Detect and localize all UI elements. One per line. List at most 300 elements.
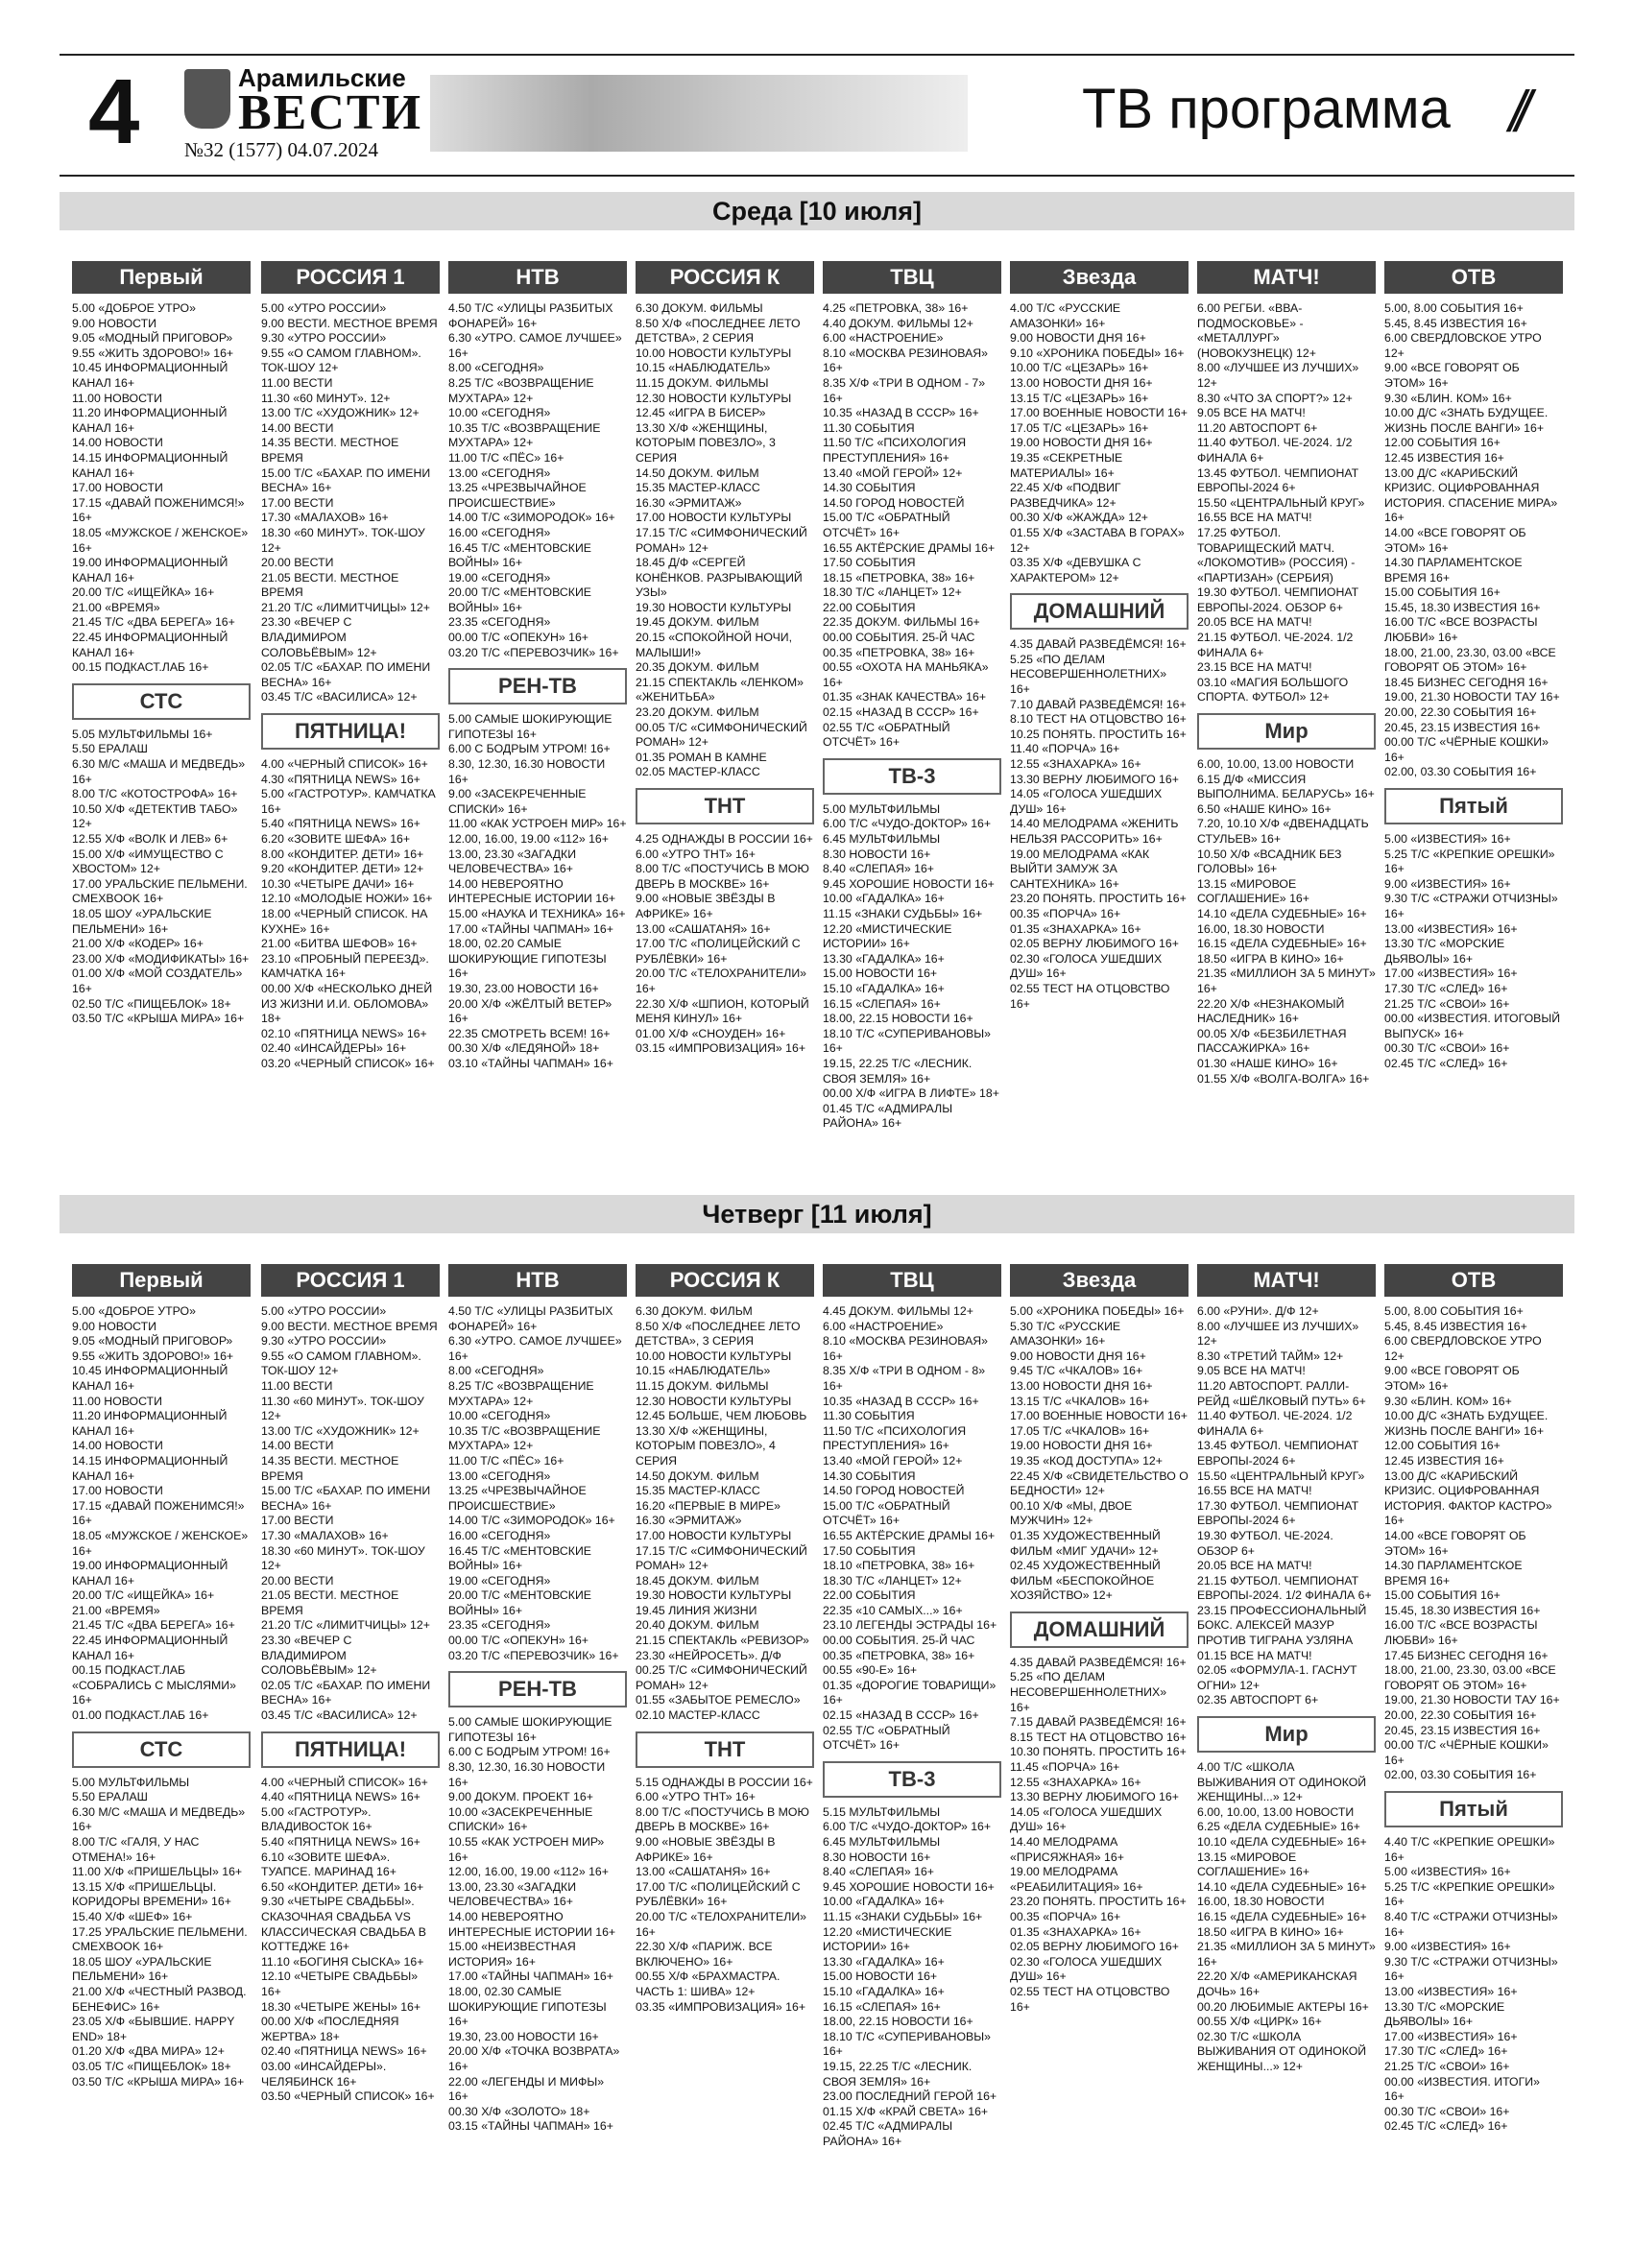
program-item: 13.15 «МИРОВОЕ СОГЛАШЕНИЕ» 16+ bbox=[1197, 1850, 1309, 1879]
program-item: 9.00 «ЗАСЕКРЕЧЕННЫЕ СПИСКИ» 16+ bbox=[448, 787, 587, 816]
schedule-column bbox=[636, 261, 814, 1211]
program-item: 16.15 «СЛЕПАЯ» 16+ bbox=[823, 996, 941, 1011]
program-item: 01.00 Х/Ф «СНОУДЕН» 16+ bbox=[636, 1026, 786, 1040]
channel-block bbox=[1384, 1791, 1563, 2135]
program-item: 20.00 Т/С «ТЕЛОХРАНИТЕЛИ» 16+ bbox=[636, 967, 807, 995]
program-item: 13.15 Т/С «ЧКАЛОВ» 16+ bbox=[1010, 1394, 1150, 1408]
program-item: 19.00, 21.30 НОВОСТИ ТАУ 16+ bbox=[1384, 1693, 1560, 1707]
program-item: 13.30 Х/Ф «ЖЕНЩИНЫ, КОТОРЫМ ПОВЕЗЛО», 4 СЕРИЯ bbox=[636, 1423, 776, 1468]
program-item: 4.25 ОДНАЖДЫ В РОССИИ 16+ bbox=[636, 832, 813, 846]
program-item: 8.30 НОВОСТИ 16+ bbox=[823, 1850, 931, 1864]
program-item: 13.15 Х/Ф «ПРИШЕЛЬЦЫ. КОРИДОРЫ ВРЕМЕНИ» 16+ bbox=[72, 1879, 231, 1909]
program-item: 01.35 «ЗНАХАРКА» 16+ bbox=[1010, 921, 1141, 936]
program-item: 6.00 «РУНИ». Д/Ф 12+ bbox=[1197, 1304, 1319, 1318]
program-item: 13.00 Д/С «КАРИБСКИЙ КРИЗИС. ОЦИФРОВАННАЯ ИСТОРИЯ. ФАКТОР КАСТРО» 16+ bbox=[1384, 1468, 1552, 1528]
program-item: 19.00 «СЕГОДНЯ» bbox=[448, 1573, 551, 1588]
program-item: 5.00 «ИЗВЕСТИЯ» 16+ bbox=[1384, 1865, 1511, 1879]
program-item: 18.00, 22.15 НОВОСТИ 16+ bbox=[823, 1012, 973, 1026]
program-item: 9.30 «УТРО РОССИИ» bbox=[261, 331, 387, 346]
channel-logo: ДОМАШНИЙ bbox=[1010, 1611, 1189, 1648]
program-item: 15.35 МАСТЕР-КЛАСС bbox=[636, 1484, 760, 1498]
program-item: 14.35 ВЕСТИ. МЕСТНОЕ ВРЕМЯ bbox=[261, 436, 399, 465]
program-item: 14.05 «ГОЛОСА УШЕДШИХ ДУШ» 16+ bbox=[1010, 1804, 1163, 1834]
program-item: 21.15 ФУТБОЛ. ЧЕМПИОНАТ ЕВРОПЫ-2024. 1/2 ФИНАЛА 6+ bbox=[1197, 1573, 1372, 1603]
program-item: 18.00, 21.00, 23.30, 03.00 «ВСЕ ГОВОРЯТ ОБ ЭТОМ» 16+ bbox=[1384, 1663, 1556, 1692]
schedule-column bbox=[636, 1264, 814, 2214]
program-item: 00.55 «90-Е» 16+ bbox=[823, 1663, 918, 1678]
program-item: 11.30 «60 МИНУТ». 12+ bbox=[261, 391, 391, 405]
program-item: 5.00 «ДОБРОЕ УТРО» bbox=[72, 301, 196, 315]
program-item: 00.00 Х/Ф «ИГРА В ЛИФТЕ» 18+ bbox=[823, 1086, 999, 1101]
channel-logo: ПЯТНИЦА! bbox=[261, 1731, 440, 1768]
program-item: 10.00 Д/С «ЗНАТЬ БУДУЩЕЕ. ЖИЗНЬ ПОСЛЕ ВАНГИ» 16+ bbox=[1384, 406, 1549, 435]
program-item: 13.15 «МИРОВОЕ СОГЛАШЕНИЕ» 16+ bbox=[1197, 876, 1309, 906]
program-item: 00.30 Х/Ф «ЗОЛОТО» 18+ bbox=[448, 2104, 590, 2118]
channel-logo: РОССИЯ 1 bbox=[261, 261, 440, 294]
program-item: 21.20 Т/С «ЛИМИТЧИЦЫ» 12+ bbox=[261, 1618, 430, 1633]
channel-block bbox=[448, 668, 627, 1071]
program-item: 21.00 «ВРЕМЯ» bbox=[72, 600, 160, 614]
program-item: 8.30, 12.30, 16.30 НОВОСТИ 16+ bbox=[448, 1760, 606, 1789]
program-item: 22.45 ИНФОРМАЦИОННЫЙ КАНАЛ 16+ bbox=[72, 1634, 228, 1662]
section-title: ТВ программа bbox=[1082, 78, 1451, 140]
program-item: 11.00 Т/С «ПЁС» 16+ bbox=[448, 1453, 564, 1468]
program-item: 02.55 ТЕСТ НА ОТЦОВСТВО 16+ bbox=[1010, 1984, 1170, 2014]
program-item: 8.00 «СЕГОДНЯ» bbox=[448, 1364, 544, 1378]
program-item: 4.00 «ЧЕРНЫЙ СПИСОК» 16+ bbox=[261, 757, 428, 772]
program-item: 23.20 ДОКУМ. ФИЛЬМ bbox=[636, 705, 759, 720]
program-item: 18.05 ШОУ «УРАЛЬСКИЕ ПЕЛЬМЕНИ» 16+ bbox=[72, 906, 212, 936]
channel-block bbox=[1010, 261, 1189, 585]
program-item: 7.15 ДАВАЙ РАЗВЕДЁМСЯ! 16+ bbox=[1010, 1715, 1187, 1730]
program-item: 23.10 «ПРОБНЫЙ ПЕРЕЕЗД». КАМЧАТКА 16+ bbox=[261, 951, 429, 981]
channel-block bbox=[72, 261, 251, 676]
program-item: 17.00 ВЕСТИ bbox=[261, 495, 334, 510]
program-item: 11.50 Т/С «ПСИХОЛОГИЯ ПРЕСТУПЛЕНИЯ» 16+ bbox=[823, 436, 967, 465]
channel-block bbox=[1197, 261, 1376, 705]
schedule-column bbox=[448, 261, 627, 1211]
program-item: 00.00 Т/С «ЧЁРНЫЕ КОШКИ» 16+ bbox=[1384, 735, 1549, 764]
program-item: 9.45 Т/С «ЧКАЛОВ» 16+ bbox=[1010, 1364, 1143, 1378]
program-item: 20.05 ВСЕ НА МАТЧ! bbox=[1197, 1559, 1312, 1573]
program-item: 01.15 Х/Ф «КРАЙ СВЕТА» 16+ bbox=[823, 2104, 989, 2118]
program-item: 13.25 «ЧРЕЗВЫЧАЙНОЕ ПРОИСШЕСТВИЕ» bbox=[448, 1484, 587, 1513]
program-item: 21.15 СПЕКТАКЛЬ «ЛЕНКОМ» «ЖЕНИТЬБА» bbox=[636, 675, 804, 704]
program-item: 14.50 ДОКУМ. ФИЛЬМ bbox=[636, 466, 759, 480]
program-item: 13.30 «ГАДАЛКА» 16+ bbox=[823, 1954, 945, 1969]
program-item: 02.55 Т/С «ОБРАТНЫЙ ОТСЧЁТ» 16+ bbox=[823, 720, 950, 750]
program-item: 03.35 Х/Ф «ДЕВУШКА С ХАРАКТЕРОМ» 12+ bbox=[1010, 556, 1141, 585]
program-item: 22.45 ИНФОРМАЦИОННЫЙ КАНАЛ 16+ bbox=[72, 631, 228, 659]
schedule-column bbox=[261, 261, 440, 1211]
program-item: 02.45 Т/С «СЛЕД» 16+ bbox=[1384, 2119, 1508, 2134]
channel-block bbox=[448, 1264, 627, 1663]
program-item: 03.10 «МАГИЯ БОЛЬШОГО СПОРТА. ФУТБОЛ» 12+ bbox=[1197, 675, 1349, 704]
program-item: 12.10 «МОЛОДЫЕ НОЖИ» 16+ bbox=[261, 892, 433, 906]
channel-logo: ТВ-3 bbox=[823, 758, 1001, 795]
program-item: 21.20 Т/С «ЛИМИТЧИЦЫ» 12+ bbox=[261, 600, 430, 614]
program-item: 21.05 ВЕСТИ. МЕСТНОЕ ВРЕМЯ bbox=[261, 1588, 399, 1617]
issue-number: №32 (1577) 04.07.2024 bbox=[184, 138, 379, 161]
program-item: 02.15 «НАЗАД В СССР» 16+ bbox=[823, 705, 979, 720]
program-item: 14.10 «ДЕЛА СУДЕБНЫЕ» 16+ bbox=[1197, 1879, 1367, 1894]
program-item: 17.00 «ИЗВЕСТИЯ» 16+ bbox=[1384, 2029, 1518, 2043]
program-item: 15.35 МАСТЕР-КЛАСС bbox=[636, 481, 760, 495]
program-item: 17.00 УРАЛЬСКИЕ ПЕЛЬМЕНИ. СМЕХBOOK 16+ bbox=[72, 876, 248, 906]
program-item: 16.20 «ПЕРВЫЕ В МИРЕ» bbox=[636, 1498, 780, 1513]
channel-block bbox=[261, 1731, 440, 2105]
program-item: 18.00 «ЧЕРНЫЙ СПИСОК. НА КУХНЕ» 16+ bbox=[261, 906, 428, 936]
program-item: 8.15 ТЕСТ НА ОТЦОВСТВО 16+ bbox=[1010, 1730, 1187, 1744]
program-item: 10.00 «ЗАСЕКРЕЧЕННЫЕ СПИСКИ» 16+ bbox=[448, 1804, 593, 1834]
channel-logo: ТВ-3 bbox=[823, 1761, 1001, 1798]
program-item: 5.45, 8.45 ИЗВЕСТИЯ 16+ bbox=[1384, 1319, 1527, 1333]
program-item: 11.30 «60 МИНУТ». ТОК-ШОУ 12+ bbox=[261, 1394, 424, 1423]
program-item: 6.00 «УТРО ТНТ» 16+ bbox=[636, 1790, 756, 1804]
program-item: 19.00 НОВОСТИ ДНЯ 16+ bbox=[1010, 436, 1153, 450]
program-item: 14.00 «ВСЕ ГОВОРЯТ ОБ ЭТОМ» 16+ bbox=[1384, 525, 1526, 555]
program-item: 17.00 «ТАЙНЫ ЧАПМАН» 16+ bbox=[448, 1970, 613, 1984]
program-item: 16.00 Т/С «ВСЕ ВОЗРАСТЫ ЛЮБВИ» 16+ bbox=[1384, 615, 1538, 645]
slashes-decoration: // bbox=[1509, 80, 1523, 144]
program-item: 02.45 Т/С «АДМИРАЛЫ РАЙОНА» 16+ bbox=[823, 2119, 953, 2148]
program-item: 21.45 Т/С «ДВА БЕРЕГА» 16+ bbox=[72, 1618, 235, 1633]
program-item: 11.00 ВЕСТИ bbox=[261, 1378, 333, 1393]
program-item: 10.15 «НАБЛЮДАТЕЛЬ» bbox=[636, 361, 771, 375]
program-item: 14.40 МЕЛОДРАМА «ЖЕНИТЬ НЕЛЬЗЯ РАССОРИТЬ» 16+ bbox=[1010, 817, 1179, 846]
program-item: 13.00 НОВОСТИ ДНЯ 16+ bbox=[1010, 375, 1153, 390]
program-item: 00.30 Х/Ф «ЖАЖДА» 12+ bbox=[1010, 511, 1148, 525]
program-item: 19.45 ЛИНИЯ ЖИЗНИ bbox=[636, 1603, 757, 1617]
program-item: 15.00 Х/Ф «ИМУЩЕСТВО С ХВОСТОМ» 12+ bbox=[72, 847, 224, 876]
program-item: 9.30 «УТРО РОССИИ» bbox=[261, 1334, 387, 1349]
channel-logo: Звезда bbox=[1010, 261, 1189, 294]
channel-block bbox=[448, 261, 627, 660]
program-item: 5.25 «ПО ДЕЛАМ НЕСОВЕРШЕННОЛЕТНИХ» 16+ bbox=[1010, 652, 1167, 697]
program-item: 19.00 «СЕГОДНЯ» bbox=[448, 570, 551, 585]
program-item: 23.30 «ВЕЧЕР С ВЛАДИМИРОМ СОЛОВЬЁВЫМ» 12+ bbox=[261, 615, 377, 659]
program-item: 16.00 Т/С «ВСЕ ВОЗРАСТЫ ЛЮБВИ» 16+ bbox=[1384, 1618, 1538, 1648]
program-item: 01.30 «НАШЕ КИНО» 16+ bbox=[1197, 1056, 1338, 1070]
program-item: 14.10 «ДЕЛА СУДЕБНЫЕ» 16+ bbox=[1197, 906, 1367, 920]
program-item: 7.10 ДАВАЙ РАЗВЕДЁМСЯ! 16+ bbox=[1010, 697, 1187, 711]
program-item: 20.00, 22.30 СОБЫТИЯ 16+ bbox=[1384, 1708, 1537, 1723]
program-item: 17.00 НОВОСТИ bbox=[72, 481, 163, 495]
program-item: 21.15 ФУТБОЛ. ЧЕ-2024. 1/2 ФИНАЛА 6+ bbox=[1197, 631, 1354, 659]
program-item: 5.25 Т/С «КРЕПКИЕ ОРЕШКИ» 16+ bbox=[1384, 1879, 1555, 1909]
program-item: 5.00 «ХРОНИКА ПОБЕДЫ» 16+ bbox=[1010, 1304, 1185, 1318]
program-item: 10.15 «НАБЛЮДАТЕЛЬ» bbox=[636, 1364, 771, 1378]
program-item: 13.30 ВЕРНУ ЛЮБИМОГО 16+ bbox=[1010, 772, 1179, 786]
program-item: 12.30 НОВОСТИ КУЛЬТУРЫ bbox=[636, 391, 792, 405]
program-item: 14.15 ИНФОРМАЦИОННЫЙ КАНАЛ 16+ bbox=[72, 450, 228, 480]
program-item: 11.15 ДОКУМ. ФИЛЬМЫ bbox=[636, 1378, 769, 1393]
program-item: 23.20 ПОНЯТЬ. ПРОСТИТЬ 16+ bbox=[1010, 1895, 1187, 1909]
program-item: 00.00 «ИЗВЕСТИЯ. ИТОГИ» 16+ bbox=[1384, 2074, 1540, 2104]
program-item: 9.30 «БЛИН. КОМ» 16+ bbox=[1384, 391, 1512, 405]
program-item: 17.00 НОВОСТИ bbox=[72, 1484, 163, 1498]
program-item: 4.40 «ПЯТНИЦА NEWS» 16+ bbox=[261, 1790, 420, 1804]
program-item: 14.00 НЕВЕРОЯТНО ИНТЕРЕСНЫЕ ИСТОРИИ 16+ bbox=[448, 876, 616, 906]
program-item: 22.35 ДОКУМ. ФИЛЬМЫ 16+ bbox=[823, 615, 980, 630]
program-item: 14.50 ГОРОД НОВОСТЕЙ bbox=[823, 495, 965, 510]
program-item: 12.20 «МИСТИЧЕСКИЕ ИСТОРИИ» 16+ bbox=[823, 921, 952, 951]
program-item: 18.30 «ЧЕТЫРЕ ЖЕНЫ» 16+ bbox=[261, 1999, 421, 2014]
day-header: Среда [10 июля] bbox=[60, 192, 1574, 230]
program-item: 8.30 «ТРЕТИЙ ТАЙМ» 12+ bbox=[1197, 1349, 1344, 1363]
channel-logo: Пятый bbox=[1384, 1791, 1563, 1827]
channel-block bbox=[261, 713, 440, 1071]
program-item: 11.30 СОБЫТИЯ bbox=[823, 1409, 915, 1423]
program-item: 15.50 «ЦЕНТРАЛЬНЫЙ КРУГ» bbox=[1197, 495, 1365, 510]
program-item: 01.00 ПОДКАСТ.ЛАБ 16+ bbox=[72, 1708, 209, 1723]
program-item: 9.05 ВСЕ НА МАТЧ! bbox=[1197, 1364, 1306, 1378]
program-item: 01.45 Т/С «АДМИРАЛЫ РАЙОНА» 16+ bbox=[823, 1101, 953, 1131]
program-item: 9.00 «ИЗВЕСТИЯ» 16+ bbox=[1384, 876, 1511, 891]
program-item: 00.55 «ОХОТА НА МАНЬЯКА» 16+ bbox=[823, 660, 989, 689]
program-item: 00.00 СОБЫТИЯ. 25-Й ЧАС bbox=[823, 631, 975, 645]
program-item: 21.25 Т/С «СВОИ» 16+ bbox=[1384, 2059, 1510, 2073]
program-item: 18.05 «МУЖСКОЕ / ЖЕНСКОЕ» 16+ bbox=[72, 1528, 249, 1558]
program-item: 9.00 НОВОСТИ bbox=[72, 1319, 156, 1333]
program-item: 19.30, 23.00 НОВОСТИ 16+ bbox=[448, 981, 599, 995]
program-item: 12.45 «ИГРА В БИСЕР» bbox=[636, 406, 766, 420]
program-item: 17.30 Т/С «СЛЕД» 16+ bbox=[1384, 2044, 1508, 2059]
program-item: 19.00 ИНФОРМАЦИОННЫЙ КАНАЛ 16+ bbox=[72, 1559, 228, 1588]
program-item: 02.40 «ПЯТНИЦА NEWS» 16+ bbox=[261, 2044, 427, 2059]
program-item: 16.15 «ДЕЛА СУДЕБНЫЕ» 16+ bbox=[1197, 937, 1367, 951]
program-item: 03.45 Т/С «ВАСИЛИСА» 12+ bbox=[261, 1708, 418, 1723]
program-item: 9.55 «ЖИТЬ ЗДОРОВО!» 16+ bbox=[72, 1349, 234, 1363]
program-item: 13.00, 23.30 «ЗАГАДКИ ЧЕЛОВЕЧЕСТВА» 16+ bbox=[448, 847, 577, 876]
program-item: 5.00 МУЛЬТФИЛЬМЫ bbox=[72, 1775, 190, 1789]
program-item: 4.35 ДАВАЙ РАЗВЕДЁМСЯ! 16+ bbox=[1010, 1655, 1187, 1669]
program-item: 18.00, 02.20 САМЫЕ ШОКИРУЮЩИЕ ГИПОТЕЗЫ 16+ bbox=[448, 937, 607, 981]
program-item: 19.00 МЕЛОДРАМА «КАК ВЫЙТИ ЗАМУЖ ЗА САНТЕХНИКА» 16+ bbox=[1010, 847, 1150, 891]
program-item: 11.00 НОВОСТИ bbox=[72, 1394, 162, 1408]
channel-logo: Звезда bbox=[1010, 1264, 1189, 1297]
channel-block bbox=[1384, 788, 1563, 1072]
program-item: 00.55 Х/Ф «ЦИРК» 16+ bbox=[1197, 2015, 1322, 2029]
program-item: 4.35 ДАВАЙ РАЗВЕДЁМСЯ! 16+ bbox=[1010, 637, 1187, 652]
channel-logo: Мир bbox=[1197, 1716, 1376, 1753]
program-item: 17.25 ФУТБОЛ. ТОВАРИЩЕСКИЙ МАТЧ. «ЛОКОМОТИВ» (РОССИЯ) - «ПАРТИЗАН» (СЕРБИЯ) bbox=[1197, 525, 1356, 585]
program-item: 4.00 «ЧЕРНЫЙ СПИСОК» 16+ bbox=[261, 1775, 428, 1789]
program-item: 02.05 Т/С «БАХАР. ПО ИМЕНИ ВЕСНА» 16+ bbox=[261, 1678, 431, 1707]
program-item: 02.10 «ПЯТНИЦА NEWS» 16+ bbox=[261, 1026, 427, 1040]
program-item: 9.00 «ВСЕ ГОВОРЯТ ОБ ЭТОМ» 16+ bbox=[1384, 1364, 1520, 1393]
program-item: 03.20 Т/С «ПЕРЕВОЗЧИК» 16+ bbox=[448, 645, 619, 659]
program-item: 22.30 Х/Ф «ШПИОН, КОТОРЫЙ МЕНЯ КИНУЛ» 16+ bbox=[636, 996, 809, 1026]
program-item: 6.25 «ДЕЛА СУДЕБНЫЕ» 16+ bbox=[1197, 1820, 1360, 1834]
program-item: 20.35 ДОКУМ. ФИЛЬМ bbox=[636, 660, 759, 675]
program-item: 17.30 Т/С «СЛЕД» 16+ bbox=[1384, 981, 1508, 995]
program-item: 4.00 Т/С «ШКОЛА ВЫЖИВАНИЯ ОТ ОДИНОКОЙ ЖЕНЩИНЫ...» 12+ bbox=[1197, 1760, 1367, 1804]
program-item: 18.00, 21.00, 23.30, 03.00 «ВСЕ ГОВОРЯТ ОБ ЭТОМ» 16+ bbox=[1384, 645, 1556, 675]
program-item: 18.15 «ПЕТРОВКА, 38» 16+ bbox=[823, 570, 975, 585]
program-item: 02.30 «ГОЛОСА УШЕДШИХ ДУШ» 16+ bbox=[1010, 1954, 1163, 1984]
program-item: 20.15 «СПОКОЙНОЙ НОЧИ, МАЛЫШИ!» bbox=[636, 631, 793, 659]
program-item: 20.00 Х/Ф «ЖЁЛТЫЙ ВЕТЕР» 16+ bbox=[448, 996, 612, 1026]
program-item: 18.05 «МУЖСКОЕ / ЖЕНСКОЕ» 16+ bbox=[72, 525, 249, 555]
program-item: 23.10 ЛЕГЕНДЫ ЭСТРАДЫ 16+ bbox=[823, 1618, 997, 1633]
program-item: 10.35 «НАЗАД В СССР» 16+ bbox=[823, 406, 979, 420]
program-item: 9.10 «ХРОНИКА ПОБЕДЫ» 16+ bbox=[1010, 346, 1185, 360]
program-item: 17.00 Т/С «ПОЛИЦЕЙСКИЙ С РУБЛЁВКИ» 16+ bbox=[636, 937, 801, 966]
program-item: 5.30 Т/С «РУССКИЕ АМАЗОНКИ» 16+ bbox=[1010, 1319, 1121, 1349]
program-item: 01.20 Х/Ф «ДВА МИРА» 12+ bbox=[72, 2044, 225, 2059]
page-number: 4 bbox=[88, 60, 140, 163]
program-item: 10.00 «СЕГОДНЯ» bbox=[448, 1409, 551, 1423]
program-item: 19.35 «СЕКРЕТНЫЕ МАТЕРИАЛЫ» 16+ bbox=[1010, 450, 1123, 480]
program-item: 21.45 Т/С «ДВА БЕРЕГА» 16+ bbox=[72, 615, 235, 630]
program-item: 14.50 ГОРОД НОВОСТЕЙ bbox=[823, 1484, 965, 1498]
program-item: 13.00 Д/С «КАРИБСКИЙ КРИЗИС. ОЦИФРОВАННАЯ ИСТОРИЯ. СПАСЕНИЕ МИРА» 16+ bbox=[1384, 466, 1558, 525]
program-item: 14.30 СОБЫТИЯ bbox=[823, 481, 916, 495]
program-item: 03.15 «ИМПРОВИЗАЦИЯ» 16+ bbox=[636, 1041, 806, 1056]
program-item: 6.45 МУЛЬТФИЛЬМЫ bbox=[823, 832, 941, 846]
program-item: 20.00 ВЕСТИ bbox=[261, 1573, 334, 1588]
program-item: 5.00 «ИЗВЕСТИЯ» 16+ bbox=[1384, 832, 1511, 846]
program-item: 00.00 Т/С «ОПЕКУН» 16+ bbox=[448, 1634, 588, 1648]
program-item: 18.10 «ПЕТРОВКА, 38» 16+ bbox=[823, 1559, 975, 1573]
channel-logo: ТВЦ bbox=[823, 261, 1001, 294]
program-item: 13.00 «СЕГОДНЯ» bbox=[448, 466, 551, 480]
program-item: 6.30 М/С «МАША И МЕДВЕДЬ» 16+ bbox=[72, 1804, 246, 1834]
program-item: 03.50 Т/С «КРЫША МИРА» 16+ bbox=[72, 1012, 245, 1026]
program-item: 5.00, 8.00 СОБЫТИЯ 16+ bbox=[1384, 301, 1524, 315]
program-item: 02.05 Т/С «БАХАР. ПО ИМЕНИ ВЕСНА» 16+ bbox=[261, 660, 431, 689]
channel-block bbox=[448, 1671, 627, 2135]
program-item: 8.40 «СЛЕПАЯ» 16+ bbox=[823, 1865, 934, 1879]
program-item: 14.00 НОВОСТИ bbox=[72, 1439, 163, 1453]
program-item: 00.00 Т/С «ЧЁРНЫЕ КОШКИ» 16+ bbox=[1384, 1738, 1549, 1767]
program-item: 23.30 «НЕЙРОСЕТЬ». Д/Ф bbox=[636, 1648, 781, 1662]
brand-top: Арамильские bbox=[238, 63, 406, 92]
program-item: 00.35 «ПЕТРОВКА, 38» 16+ bbox=[823, 1648, 975, 1662]
program-item: 9.30 «БЛИН. КОМ» 16+ bbox=[1384, 1394, 1512, 1408]
program-item: 18.45 Д/Ф «СЕРГЕЙ КОНЁНКОВ. РАЗРЫВАЮЩИЙ УЗЫ» bbox=[636, 556, 803, 600]
program-item: 13.45 ФУТБОЛ. ЧЕМПИОНАТ ЕВРОПЫ-2024 6+ bbox=[1197, 1439, 1359, 1468]
channel-logo: НТВ bbox=[448, 261, 627, 294]
program-item: 8.40 Т/С «СТРАЖИ ОТЧИЗНЫ» 16+ bbox=[1384, 1909, 1558, 1939]
program-item: 17.30 ФУТБОЛ. ЧЕМПИОНАТ ЕВРОПЫ-2024 6+ bbox=[1197, 1498, 1359, 1528]
program-item: 20.00, 22.30 СОБЫТИЯ 16+ bbox=[1384, 705, 1537, 720]
program-item: 10.10 «ДЕЛА СУДЕБНЫЕ» 16+ bbox=[1197, 1835, 1367, 1849]
program-item: 00.35 «ПОРЧА» 16+ bbox=[1010, 906, 1121, 920]
program-item: 9.00 НОВОСТИ bbox=[72, 316, 156, 330]
program-item: 19.00, 21.30 НОВОСТИ ТАУ 16+ bbox=[1384, 690, 1560, 704]
program-item: 22.45 Х/Ф «ПОДВИГ РАЗВЕДЧИКА» 12+ bbox=[1010, 481, 1121, 510]
channel-block bbox=[72, 683, 251, 1027]
schedule-column bbox=[448, 1264, 627, 2214]
program-item: 03.35 «ИМПРОВИЗАЦИЯ» 16+ bbox=[636, 1999, 806, 2014]
channel-logo: ТВЦ bbox=[823, 1264, 1001, 1297]
program-item: 17.05 Т/С «ЧКАЛОВ» 16+ bbox=[1010, 1423, 1150, 1438]
program-item: 16.55 АКТЁРСКИЕ ДРАМЫ 16+ bbox=[823, 540, 996, 555]
program-item: 11.50 Т/С «ПСИХОЛОГИЯ ПРЕСТУПЛЕНИЯ» 16+ bbox=[823, 1423, 967, 1453]
program-item: 02.05 «ФОРМУЛА-1. ГАСНУТ ОГНИ» 12+ bbox=[1197, 1663, 1357, 1692]
program-item: 01.35 «ДОРОГИЕ ТОВАРИЩИ» 16+ bbox=[823, 1678, 997, 1707]
schedule-column bbox=[1384, 1264, 1563, 2214]
program-item: 6.30 «УТРО. САМОЕ ЛУЧШЕЕ» 16+ bbox=[448, 1334, 622, 1363]
program-item: 15.40 Х/Ф «ШЕФ» 16+ bbox=[72, 1909, 193, 1923]
program-item: 23.15 ПРОФЕССИОНАЛЬНЫЙ БОКС. АЛЕКСЕЙ МАЗУР ПРОТИВ ТИГРАНА УЗЛЯНА bbox=[1197, 1603, 1367, 1648]
channel-block bbox=[636, 788, 814, 1057]
program-item: 17.05 Т/С «ЦЕЗАРЬ» 16+ bbox=[1010, 420, 1149, 435]
program-item: 11.15 «ЗНАКИ СУДЬБЫ» 16+ bbox=[823, 906, 983, 920]
program-item: 00.25 Т/С «СИМФОНИЧЕСКИЙ РОМАН» 12+ bbox=[636, 1663, 807, 1692]
program-item: 9.00 «НОВЫЕ ЗВЁЗДЫ В АФРИКЕ» 16+ bbox=[636, 1835, 776, 1864]
program-item: 12.45 ИЗВЕСТИЯ 16+ bbox=[1384, 450, 1504, 465]
program-item: 20.00 ВЕСТИ bbox=[261, 556, 334, 570]
program-item: 02.10 МАСТЕР-КЛАСС bbox=[636, 1708, 760, 1723]
program-item: 11.15 «ЗНАКИ СУДЬБЫ» 16+ bbox=[823, 1909, 983, 1923]
program-item: 4.50 Т/С «УЛИЦЫ РАЗБИТЫХ ФОНАРЕЙ» 16+ bbox=[448, 301, 613, 330]
channel-logo: ТНТ bbox=[636, 788, 814, 824]
program-item: 03.20 Т/С «ПЕРЕВОЗЧИК» 16+ bbox=[448, 1648, 619, 1662]
program-item: 11.00 ВЕСТИ bbox=[261, 375, 333, 390]
schedule-column bbox=[1384, 261, 1563, 1211]
program-item: 10.50 Х/Ф «ВСАДНИК БЕЗ ГОЛОВЫ» 16+ bbox=[1197, 847, 1342, 876]
program-item: 8.40 «СЛЕПАЯ» 16+ bbox=[823, 862, 934, 876]
program-item: 03.15 «ТАЙНЫ ЧАПМАН» 16+ bbox=[448, 2119, 613, 2134]
program-item: 11.40 ФУТБОЛ. ЧЕ-2024. 1/2 ФИНАЛА 6+ bbox=[1197, 1409, 1353, 1438]
program-item: 9.55 «О САМОМ ГЛАВНОМ». ТОК-ШОУ 12+ bbox=[261, 1349, 421, 1378]
program-item: 17.45 БИЗНЕС СЕГОДНЯ 16+ bbox=[1384, 1648, 1549, 1662]
program-item: 13.30 Х/Ф «ЖЕНЩИНЫ, КОТОРЫМ ПОВЕЗЛО», 3 СЕРИЯ bbox=[636, 420, 776, 465]
program-item: 22.00 «ЛЕГЕНДЫ И МИФЫ» 16+ bbox=[448, 2074, 605, 2104]
program-item: 6.00 «НАСТРОЕНИЕ» bbox=[823, 1319, 944, 1333]
program-item: 14.35 ВЕСТИ. МЕСТНОЕ ВРЕМЯ bbox=[261, 1453, 399, 1483]
channel-logo: СТС bbox=[72, 1731, 251, 1768]
channel-logo: РОССИЯ К bbox=[636, 261, 814, 294]
program-item: 02.45 ХУДОЖЕСТВЕННЫЙ ФИЛЬМ «БЕСПОКОЙНОЕ ХОЗЯЙСТВО» 12+ bbox=[1010, 1559, 1161, 1603]
program-item: 17.15 «ДАВАЙ ПОЖЕНИМСЯ!» 16+ bbox=[72, 495, 245, 525]
program-item: 19.30 НОВОСТИ КУЛЬТУРЫ bbox=[636, 1588, 792, 1603]
program-item: 16.30 «ЭРМИТАЖ» bbox=[636, 1514, 742, 1528]
program-item: 02.05 ВЕРНУ ЛЮБИМОГО 16+ bbox=[1010, 1940, 1179, 1954]
program-item: 13.00 «САШАТАНЯ» 16+ bbox=[636, 921, 771, 936]
program-item: 16.15 «СЛЕПАЯ» 16+ bbox=[823, 1999, 941, 2014]
program-item: 01.55 «ЗАБЫТОЕ РЕМЕСЛО» bbox=[636, 1693, 801, 1707]
program-item: 23.35 «СЕГОДНЯ» bbox=[448, 615, 551, 630]
program-item: 9.00 ВЕСТИ. МЕСТНОЕ ВРЕМЯ bbox=[261, 316, 438, 330]
program-item: 19.45 ДОКУМ. ФИЛЬМ bbox=[636, 615, 759, 630]
program-item: 23.05 Х/Ф «БЫВШИЕ. HAPPY END» 18+ bbox=[72, 2015, 235, 2043]
program-item: 5.25 Т/С «КРЕПКИЕ ОРЕШКИ» 16+ bbox=[1384, 847, 1555, 876]
program-item: 02.45 Т/С «СЛЕД» 16+ bbox=[1384, 1056, 1508, 1070]
channel-block bbox=[1384, 261, 1563, 780]
program-item: 14.00 ВЕСТИ bbox=[261, 1439, 334, 1453]
program-item: 10.35 «НАЗАД В СССР» 16+ bbox=[823, 1394, 979, 1408]
program-item: 13.40 «МОЙ ГЕРОЙ» 12+ bbox=[823, 1453, 963, 1468]
program-item: 15.00 СОБЫТИЯ 16+ bbox=[1384, 1588, 1501, 1603]
program-item: 8.00 Т/С «ПОСТУЧИСЬ В МОЮ ДВЕРЬ В МОСКВЕ» 16+ bbox=[636, 1804, 809, 1834]
program-item: 8.10 «МОСКВА РЕЗИНОВАЯ» 16+ bbox=[823, 346, 989, 375]
program-item: 00.10 Х/Ф «МЫ, ДВОЕ МУЖЧИН» 12+ bbox=[1010, 1498, 1133, 1528]
program-item: 12.55 «ЗНАХАРКА» 16+ bbox=[1010, 1775, 1141, 1789]
program-item: 13.00 «ИЗВЕСТИЯ» 16+ bbox=[1384, 1984, 1518, 1998]
program-item: 11.30 СОБЫТИЯ bbox=[823, 420, 915, 435]
program-item: 8.30 НОВОСТИ 16+ bbox=[823, 847, 931, 861]
program-item: 18.00, 22.15 НОВОСТИ 16+ bbox=[823, 2015, 973, 2029]
program-item: 8.30, 12.30, 16.30 НОВОСТИ 16+ bbox=[448, 757, 606, 786]
program-item: 9.00 «ИЗВЕСТИЯ» 16+ bbox=[1384, 1940, 1511, 1954]
program-item: 11.20 АВТОСПОРТ. РАЛЛИ-РЕЙД «ШЁЛКОВЫЙ ПУТЬ» 6+ bbox=[1197, 1378, 1366, 1408]
program-item: 21.25 Т/С «СВОИ» 16+ bbox=[1384, 996, 1510, 1011]
program-item: 17.00 НОВОСТИ КУЛЬТУРЫ bbox=[636, 511, 792, 525]
